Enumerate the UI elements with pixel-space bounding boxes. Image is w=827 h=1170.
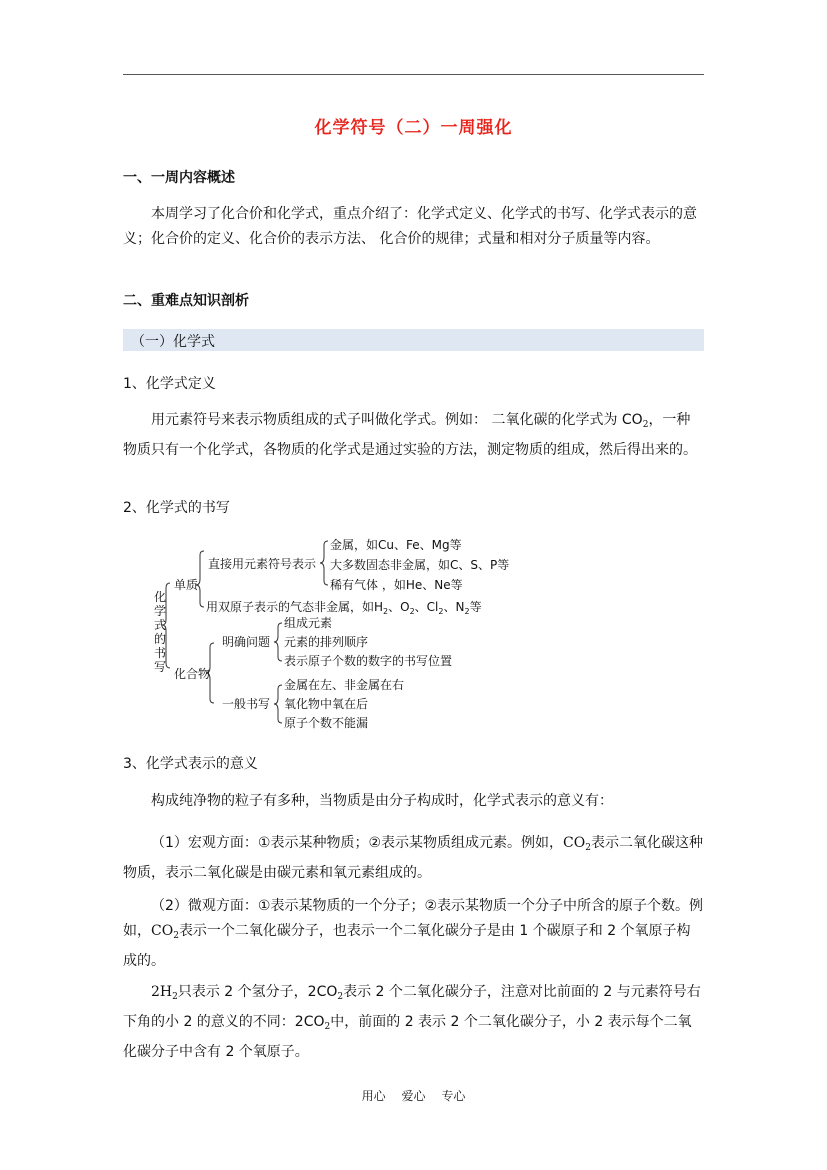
diagram-gas-b: 、O bbox=[388, 600, 410, 614]
page-footer bbox=[0, 1087, 827, 1104]
subsection-band bbox=[123, 329, 704, 351]
note-part-2: 只表示 2 个氢分子，2CO bbox=[177, 984, 338, 1000]
micro-co: CO bbox=[151, 923, 174, 939]
diagram-y2: 氧化物中氧在后 bbox=[284, 697, 369, 711]
note-sub-2: 2 bbox=[337, 992, 344, 1002]
item1-paragraph bbox=[123, 408, 704, 463]
diagram-direct: 直接用元素符号表示 bbox=[208, 557, 317, 571]
diagram-gas-e: 等 bbox=[469, 600, 482, 614]
item1-subscript: 2 bbox=[642, 420, 649, 430]
item2-title: 2、化学式的书写 bbox=[123, 500, 230, 516]
diagram-huahewu: 化合物 bbox=[174, 667, 211, 681]
diagram-yiban: 一般书写 bbox=[222, 697, 271, 711]
section1-paragraph: 本周学习了化合价和化学式，重点介绍了：化学式定义、化学式的书写、化学式表示的意义；化合价的定义、化合价的表示方法、 化合价的规律；式量和相对分子质量等内容。 bbox=[123, 206, 697, 247]
section1-heading: 一、一周内容概述 bbox=[123, 170, 235, 186]
subsection-band-label: （一）化学式 bbox=[131, 334, 215, 350]
note-sub-3: 2 bbox=[324, 1022, 331, 1032]
item1-text-a: 用元素符号来表示物质组成的式子叫做化学式。例如： 二氧化碳的化学式为 CO bbox=[151, 412, 643, 428]
micro-text-a: （2）微观方面：①表示某物质的一个分子；②表示某物质一个分子中所含的原子个数。例如， bbox=[123, 898, 704, 939]
diagram-gas-sub-4: 2 bbox=[464, 607, 470, 616]
note-sub-1: 2 bbox=[172, 992, 178, 1002]
diagram-gas bbox=[206, 599, 482, 616]
footer-word-1: 用心 bbox=[361, 1089, 386, 1103]
diagram-root-char-5: 书 bbox=[154, 646, 167, 660]
macro-co: CO bbox=[563, 835, 586, 851]
diagram-mingque: 明确问题 bbox=[222, 635, 271, 649]
item1-title: 1、化学式定义 bbox=[123, 376, 216, 392]
item3-title: 3、化学式表示的意义 bbox=[123, 756, 258, 772]
diagram-gas-d: 、N bbox=[443, 600, 465, 614]
diagram-m3: 表示原子个数的数字的书写位置 bbox=[284, 654, 453, 668]
item3-macro-paragraph bbox=[123, 831, 704, 886]
section2-heading: 二、重难点知识剖析 bbox=[123, 293, 249, 309]
micro-sub: 2 bbox=[173, 931, 179, 941]
footer-word-3: 专心 bbox=[441, 1089, 466, 1103]
diagram-solid: 大多数固态非金属，如C、S、P等 bbox=[330, 558, 510, 572]
diagram-danzhi: 单质 bbox=[174, 578, 199, 592]
diagram-root-char-1: 化 bbox=[154, 590, 167, 604]
note-part-4: 中，前面的 2 表示 2 个二氧化碳分子，小 2 表示每个二氧化碳分子中含有 2 个氧原子。 bbox=[123, 1014, 692, 1060]
diagram-y1: 金属在左、非金属在右 bbox=[284, 678, 405, 692]
formula-writing-diagram bbox=[148, 533, 528, 738]
diagram-m1: 组成元素 bbox=[284, 616, 333, 630]
micro-text-b: 表示一个二氧化碳分子，也表示一个二氧化碳分子是由 1 个碳原子和 2 个氧原子构成的。 bbox=[123, 923, 691, 969]
diagram-gas-sub-2: 2 bbox=[409, 607, 415, 616]
diagram-gas-c: 、Cl bbox=[414, 600, 439, 614]
item3-intro: 构成纯净物的粒子有多种，当物质是由分子构成时，化学式表示的意义有： bbox=[151, 793, 613, 809]
item3-micro-paragraph bbox=[123, 894, 704, 974]
item3-note-paragraph bbox=[123, 980, 704, 1065]
macro-text-b: 表示二氧化碳这种物质，表示二氧化碳是由碳元素和氧元素组成的。 bbox=[123, 835, 703, 881]
diagram-root-char-6: 写 bbox=[154, 660, 167, 674]
note-part-3: 表示 2 个二氧化碳分子，注意对比前面的 2 与元素符号右下角的小 2 的意义的不同：2CO bbox=[123, 984, 701, 1030]
diagram-root-char-2: 学 bbox=[154, 604, 167, 618]
diagram-gas-sub-1: 2 bbox=[383, 607, 389, 616]
diagram-y3: 原子个数不能漏 bbox=[284, 716, 369, 730]
diagram-m2: 元素的排列顺序 bbox=[284, 635, 369, 649]
note-part-1: 2H bbox=[151, 984, 173, 1000]
header-rule bbox=[123, 74, 704, 75]
diagram-noble: 稀有气体 ，如He、Ne等 bbox=[330, 578, 463, 592]
diagram-root-char-4: 的 bbox=[154, 632, 167, 646]
item1-text-b: ，一种物质只有一个化学式，各物质的化学式是通过实验的方法，测定物质的组成，然后得出来的。 bbox=[123, 412, 697, 458]
diagram-gas-a: 用双原子表示的气态非金属，如H bbox=[206, 600, 384, 614]
macro-text-a: （1）宏观方面：①表示某种物质；②表示某物质组成元素。例如， bbox=[151, 835, 564, 851]
diagram-root-char-3: 式 bbox=[154, 618, 167, 632]
diagram-metal: 金属，如Cu、Fe、Mg等 bbox=[330, 538, 462, 552]
footer-word-2: 爱心 bbox=[401, 1089, 426, 1103]
macro-sub: 2 bbox=[585, 843, 591, 853]
diagram-gas-sub-3: 2 bbox=[438, 607, 444, 616]
page-title: 化学符号（二）一周强化 bbox=[314, 118, 513, 138]
